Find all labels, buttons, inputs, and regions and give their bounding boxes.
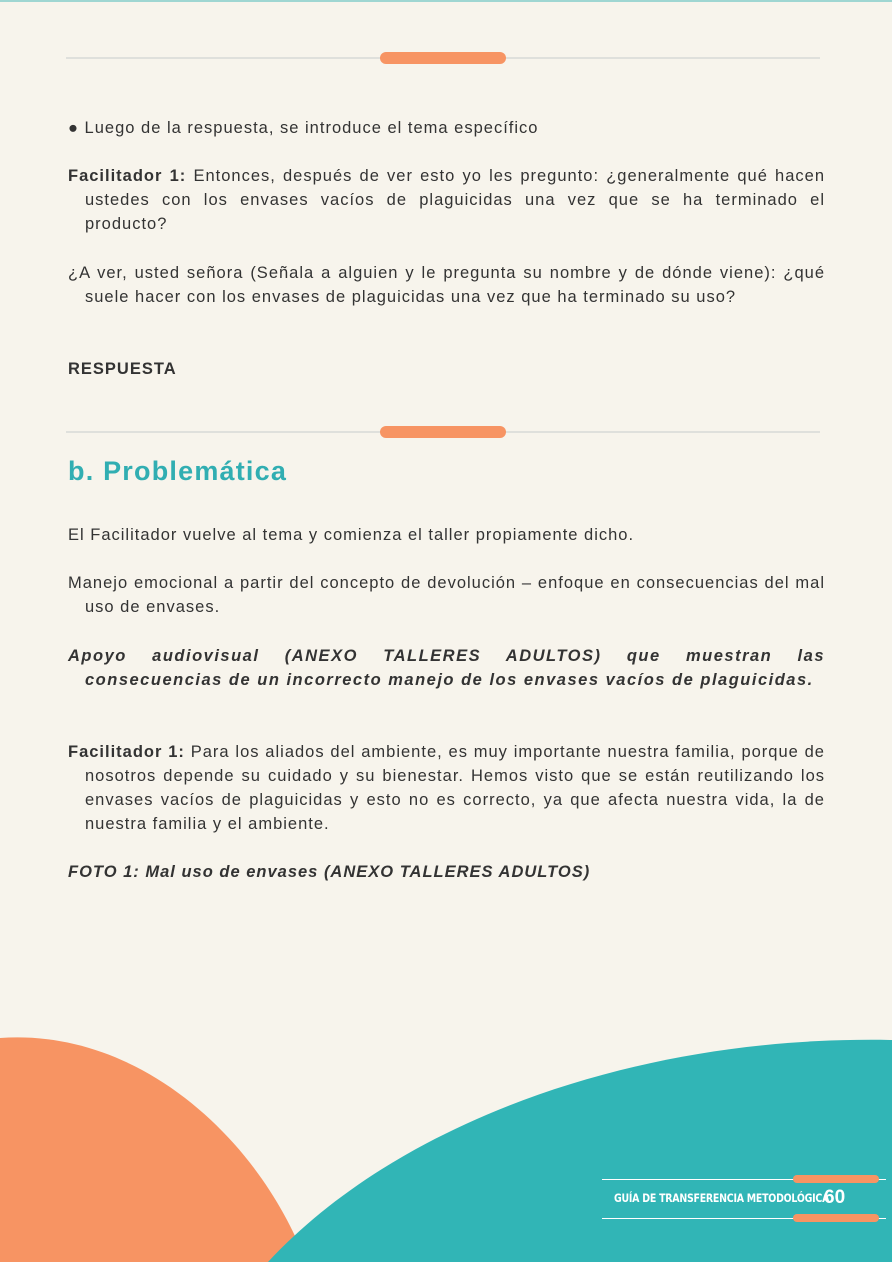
intro-paragraph xyxy=(68,523,825,547)
teal-curve-shape xyxy=(268,1040,892,1262)
footer-guide-title: GUÍA DE TRANSFERENCIA METODOLÓGICA xyxy=(614,1191,830,1205)
orange-curve-shape xyxy=(0,1037,306,1262)
decorative-shapes xyxy=(0,1020,892,1262)
emotional-management-text: Manejo emocional a partir del concepto de devolución – enfoque en consecuencias del mal uso de envases. xyxy=(68,574,825,616)
respuesta-label xyxy=(68,357,825,381)
page-number: 60 xyxy=(824,1187,846,1208)
section-divider xyxy=(66,52,820,66)
page-top-border xyxy=(0,0,892,2)
emotional-management-paragraph xyxy=(68,571,825,619)
photo-caption-text: FOTO 1: Mal uso de envases (ANEXO TALLERES ADULTOS) xyxy=(68,863,591,881)
footer-pill-bottom xyxy=(793,1214,879,1222)
facilitator-label: Facilitador 1: xyxy=(68,167,187,185)
intro-text: El Facilitador vuelve al tema y comienza el taller propiamente dicho. xyxy=(68,526,635,544)
facilitator-paragraph xyxy=(68,164,825,236)
question-to-participant xyxy=(68,261,825,309)
section-divider xyxy=(66,426,820,440)
footer-pill-top xyxy=(793,1175,879,1183)
bullet-text: ● Luego de la respuesta, se introduce el tema específico xyxy=(68,119,539,137)
facilitator-statement-paragraph xyxy=(68,740,825,836)
facilitator-statement xyxy=(68,740,825,836)
photo-caption xyxy=(68,860,825,884)
facilitator-label: Facilitador 1: xyxy=(68,743,185,761)
section-heading: b. Problemática xyxy=(68,456,288,486)
facilitator-text: Entonces, después de ver esto yo les pregunto: ¿generalmente qué hacen ustedes con los envases vacíos de plaguicidas una vez que se ha terminado el producto? xyxy=(85,167,825,233)
audiovisual-support-paragraph xyxy=(68,644,825,692)
audiovisual-support-text: Apoyo audiovisual (ANEXO TALLERES ADULTOS) que muestran las consecuencias de un incorrecto manejo de los envases vacíos de plaguicidas. xyxy=(68,647,825,689)
divider-pill xyxy=(380,426,506,438)
facilitator-statement-text: Para los aliados del ambiente, es muy importante nuestra familia, porque de nosotros depende su cuidado y su bienestar. Hemos visto que se están reutilizando los envases vacíos de plaguicidas y esto no es correcto, ya que afecta nuestra vida, la de nuestra familia y el ambiente. xyxy=(85,743,825,833)
question-text: ¿A ver, usted señora (Señala a alguien y le pregunta su nombre y de dónde viene): ¿qué suele hacer con los envases de plaguicidas una vez que ha terminado su uso? xyxy=(68,264,825,306)
facilitator-question xyxy=(68,164,825,236)
respuesta-text: RESPUESTA xyxy=(68,360,177,378)
divider-pill xyxy=(380,52,506,64)
bullet-intro xyxy=(68,116,825,140)
